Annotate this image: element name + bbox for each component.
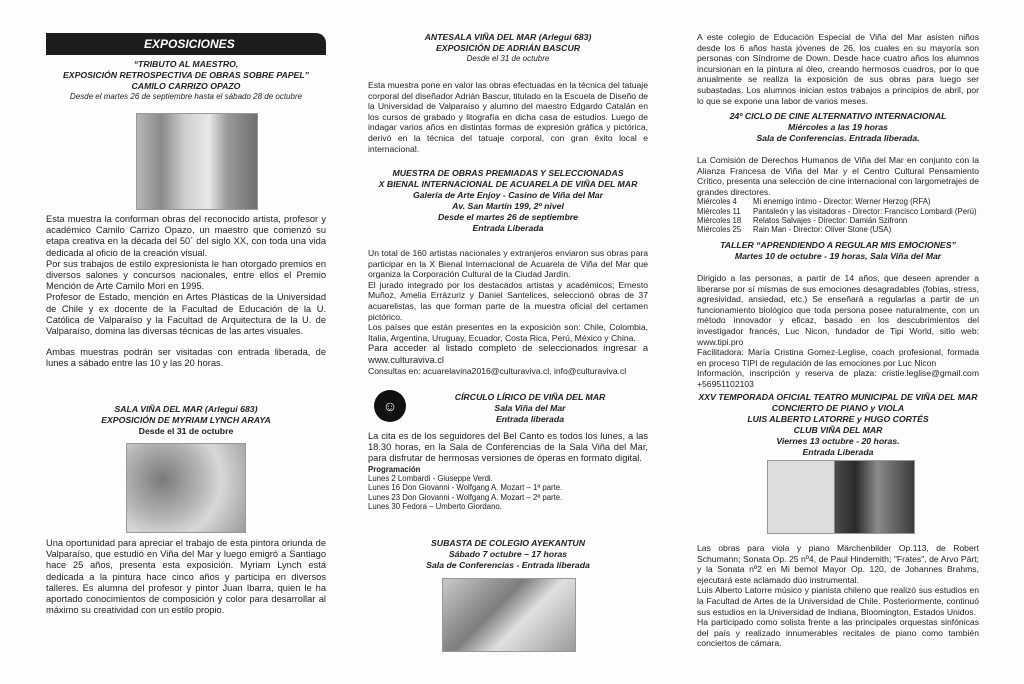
artist-photo (136, 113, 258, 210)
musicians-photo (767, 460, 915, 534)
circulo-title: CÍRCULO LÍRICO DE VIÑA DEL MAR (454, 392, 606, 402)
concierto-title-1: XXV TEMPORADA OFICIAL TEATRO MUNICIPAL DE VIÑA DEL MAR (698, 392, 978, 402)
tributo-heading (46, 59, 326, 102)
circulo-paragraph: La cita es de los seguidores del Bel Canto es todos los lunes, a las 18.30 horas, en la Sala de Conferencias de la Sala Viña del Mar, para disfrutar de hermosas versiones de óperas en formato digital. (368, 431, 648, 464)
concierto-paragraph-2: Luis Alberto Latorre músico y pianista chileno que realizó sus estudios en la Facultad de Artes de la Universidad de Chile. Posteriormente, continuó sus estudios en la Universidad de Indiana, Bloomington, Estados Unidos. (697, 585, 979, 617)
taller-paragraph-1: Dirigido a las personas, a partir de 14 años, que deseen aprender a liberarse por sí mismas de sus emociones desagradables (fobias, stress, agresividad, ansiedad, etc.) Se enseñará a regularlas a partir de un funcionamiento biológico que toda persona posee naturalmente, con un método innovador y eficaz, basado en los descubrimientos del investigador francés, Luc Nicon, fundador de Tipi World, sitio web: www.tipi.pro (697, 273, 979, 347)
bienal-title-1: MUESTRA DE OBRAS PREMIADAS Y SELECCIONADAS (392, 168, 624, 178)
bienal-title-2: X BIENAL INTERNACIONAL DE ACUARELA DE VIÑA DEL MAR (378, 179, 638, 189)
antesala-body (368, 80, 648, 154)
sala-body (46, 538, 326, 616)
bienal-venue: Galería de Arte Enjoy - Casino de Viña del Mar (412, 190, 604, 200)
circulo-heading (412, 392, 648, 425)
taller-paragraph-2: Facilitadora: María Cristina Gomez-Leglise, coach profesional, formada en proceso TIPI de regulación de las emociones por Luc Nicon (697, 347, 979, 368)
bienal-paragraph-4: Para acceder al listado completo de seleccionados ingresar a www.culturaviva.cl (368, 343, 648, 365)
bienal-dates: Desde el martes 26 de septiembre (437, 212, 579, 222)
bienal-contact: Consultas en: acuarelavina2016@culturaviva.cl, info@culturaviva.cl (368, 365, 627, 376)
tributo-title-1: “TRIBUTO AL MAESTRO, (133, 59, 239, 69)
student-painting-photo (442, 578, 576, 652)
antesala-title-2: EXPOSICIÓN DE ADRIÁN BASCUR (435, 43, 580, 53)
concierto-body (697, 543, 979, 649)
taller-body (697, 273, 979, 390)
bienal-address: Av. San Martín 199, 2º nivel (452, 201, 564, 211)
film-row: Miércoles 25 Rain Man - Director: Oliver Stone (USA) (697, 225, 892, 235)
antesala-heading (368, 32, 648, 64)
subasta-venue: Sala de Conferencias - Entrada liberada (426, 560, 590, 570)
sala-heading (46, 404, 326, 437)
bienal-paragraph-2: El jurado integrado por los destacados artistas y académicos; Ernesto Muñoz, Amelia Errázuriz y Daniel Santelices, seleccionó obras de 37 acuarelistas, las que forman parte de la muestra oficial del certamen pictórico. (368, 279, 648, 322)
cine-heading (697, 111, 979, 144)
circulo-venue: Sala Viña del Mar (494, 403, 566, 413)
concierto-entry: Entrada Liberada (802, 447, 874, 457)
sala-title-1: SALA VIÑA DEL MAR (Arlegui 683) (114, 404, 258, 414)
concierto-paragraph-1: Las obras para viola y piano Märchenbilder Op.113, de Robert Schumann; Sonata Op. 25 nº4, de Paul Hindemith; "Frates", de Arvo Pärt; y la Sonata nº2 en Mi bemol Mayor Op. 120, de Johannes Brahms, ejecutará este aclamado dúo instrumental. (697, 543, 979, 585)
film-row: Miércoles 18 Relatos Salvajes - Director: Damián Szifronn (697, 215, 908, 225)
subasta-date: Sábado 7 octubre – 17 horas (448, 549, 568, 559)
antesala-dates: Desde el 31 de octubre (466, 54, 550, 63)
taller-schedule: Martes 10 de octubre - 19 horas, Sala Viña del Mar (734, 251, 942, 261)
film-row: Miércoles 11 Pantaleón y las visitadoras - Director: Francisco Lombardi (Perú) (697, 206, 977, 216)
cine-schedule: Miércoles a las 19 horas (788, 122, 888, 132)
column-left (46, 33, 326, 616)
bienal-body (368, 248, 648, 376)
subasta-paragraph: A este colegio de Educación Especial de Viña del Mar asisten niños desde los 6 años hasta jóvenes de 26, los cuales en su mayoría son personas con Síndrome de Down. Desde hace cuatro años los alumnos incursionan en la pintura al óleo, creando hermosos cuadros, por lo que anualmente se realiza la exposición de sus obras para luego ser subastadas. Los alumnos inician estos trabajos a principios de abril, por lo que se expone una labor de varios meses. (697, 32, 979, 106)
antesala-title-1: ANTESALA VIÑA DEL MAR (Arlegui 683) (424, 32, 592, 42)
concierto-paragraph-3: Ha participado como solista frente a las principales orquestas sinfónicas del país y realizado innumerables recitales de piano como también conciertos de cámara. (697, 617, 979, 649)
bienal-paragraph-1: Un total de 160 artistas nacionales y extranjeros enviaron sus obras para participar en la X Bienal Internacional de Acuarela de Viña del Mar que organiza la Corporación Cultural de la Ciudad Jardín. (368, 248, 648, 280)
tributo-paragraph-3: Profesor de Estado, mención en Artes Plásticas de la Universidad de Chile y ex docente de la Facultad de Educación de la U. Católica de Valparaíso y la Facultad de Arquitectura de la U. de Valparaíso, domina las diversas técnicas de las artes visuales. (46, 292, 326, 337)
painter-photo (126, 443, 246, 533)
subasta-title: SUBASTA DE COLEGIO AYEKANTUN (431, 538, 585, 548)
tributo-dates: Desde el martes 26 de septiembre hasta el sábado 28 de octubre (69, 92, 303, 101)
circulo-body (368, 431, 648, 512)
cine-paragraph: La Comisión de Derechos Humanos de Viña del Mar en conjunto con la Alianza Francesa de Viña del Mar y el Centro Cultural Pensamiento Crítico, presenta una selección de cine internacional con largometrajes de grandes directores. (697, 155, 979, 197)
section-banner: EXPOSICIONES (46, 33, 326, 55)
cine-body (697, 155, 979, 235)
antesala-paragraph: Esta muestra pone en valor las obras efectuadas en la técnica del tatuaje corporal del diseñador Adrián Bascur, titulado en la Escuela de Diseño de la Universidad de Valparaíso y alumno del maestro Edgardo Catalán en los cursos de grabado y litografía en dicha casa de estudios. Luego de indagar varios años en distintas formas de expresión gráfica y pictórica, derivó en la técnica del tatuaje corporal, con gran éxito local e internacional. (368, 80, 648, 154)
concierto-title-2: CONCIERTO DE PIANO y VIOLA (771, 403, 905, 413)
concierto-date: Viernes 13 octubre - 20 horas. (776, 436, 900, 446)
concierto-heading (697, 392, 979, 458)
subasta-heading (368, 538, 648, 571)
tributo-title-3: CAMILO CARRIZO OPAZO (131, 81, 241, 91)
film-row: Miércoles 4 Mi enemigo íntimo - Director: Werner Herzog (RFA) (697, 197, 931, 207)
tributo-paragraph-1: Esta muestra la conforman obras del reconocido artista, profesor y académico Camilo Carrizo Opazo, un maestro que comenzó su etapa creativa en la década del 50´ del siglo XX, con toda una vida dedicada al oficio de la creación visual. (46, 214, 326, 258)
tributo-paragraph-4: Ambas muestras podrán ser visitadas con entrada liberada, de lunes a sábado entre las 10 y las 20 horas. (46, 347, 326, 369)
concierto-performers: LUIS ALBERTO LATORRE y HUGO CORTÉS (747, 414, 929, 424)
sala-paragraph-1: Una oportunidad para apreciar el trabajo de esta pintora oriunda de Valparaíso, que estudió en Viña del Mar y luego emigró a Santiago hace 25 años, presenta esta exposición. Myriam Lynch está dedicada a la pintura hace cinco años y participa en diversos talleres. Es alumna del profesor y pintor Juan Ibarra, quien le ha aportado conocimientos de composición y color para desarrollar al máximo su creatividad con un estilo propio. (46, 538, 326, 616)
cine-title: 24º CICLO DE CINE ALTERNATIVO INTERNACIONAL (729, 111, 947, 121)
program-label: Programación (368, 464, 421, 474)
program-item: Lunes 16 Don Giovanni - Wolfgang A. Mozart – 1ª parte. (368, 483, 563, 493)
program-item: Lunes 23 Don Giovanni - Wolfgang A. Mozart – 2ª parte. (368, 492, 563, 502)
tributo-title-2: EXPOSICIÓN RETROSPECTIVA DE OBRAS SOBRE PAPEL” (62, 70, 310, 80)
cine-venue: Sala de Conferencias. Entrada liberada. (756, 133, 920, 143)
bienal-entry: Entrada Liberada (472, 223, 544, 233)
bienal-paragraph-3: Los países que están presentes en la exposición son: Chile, Colombia, Italia, Argentina, Uruguay, Ecuador, Costa Rica, Perú, México y China. (368, 322, 648, 343)
circulo-entry: Entrada liberada (495, 414, 565, 424)
subasta-body (697, 32, 979, 106)
sala-title-2: EXPOSICIÓN DE MYRIAM LYNCH ARAYA (101, 415, 271, 425)
tributo-paragraph-2: Por sus trabajos de estilo expresionista le han otorgado premios en diversos salones y concursos nacionales, entre ellos el Premio Mención de Arte Camilo Mori en 1995. (46, 258, 326, 292)
tributo-body (46, 214, 326, 370)
program-item: Lunes 30 Fedora – Umberto Giordano. (368, 502, 502, 512)
bienal-heading (368, 168, 648, 234)
taller-heading (697, 240, 979, 262)
program-item: Lunes 2 Lombardi - Giuseppe Verdi. (368, 474, 493, 484)
taller-contact: Información, inscripción y reserva de plaza: cristie.leglise@gmail.com +56951102103 (697, 368, 979, 389)
concierto-venue: CLUB VIÑA DEL MAR (793, 425, 883, 435)
theater-masks-icon: ☺ (374, 390, 406, 422)
sala-dates: Desde el 31 de octubre (138, 426, 234, 436)
taller-title: TALLER “APRENDIENDO A REGULAR MIS EMOCIONES” (720, 240, 956, 250)
